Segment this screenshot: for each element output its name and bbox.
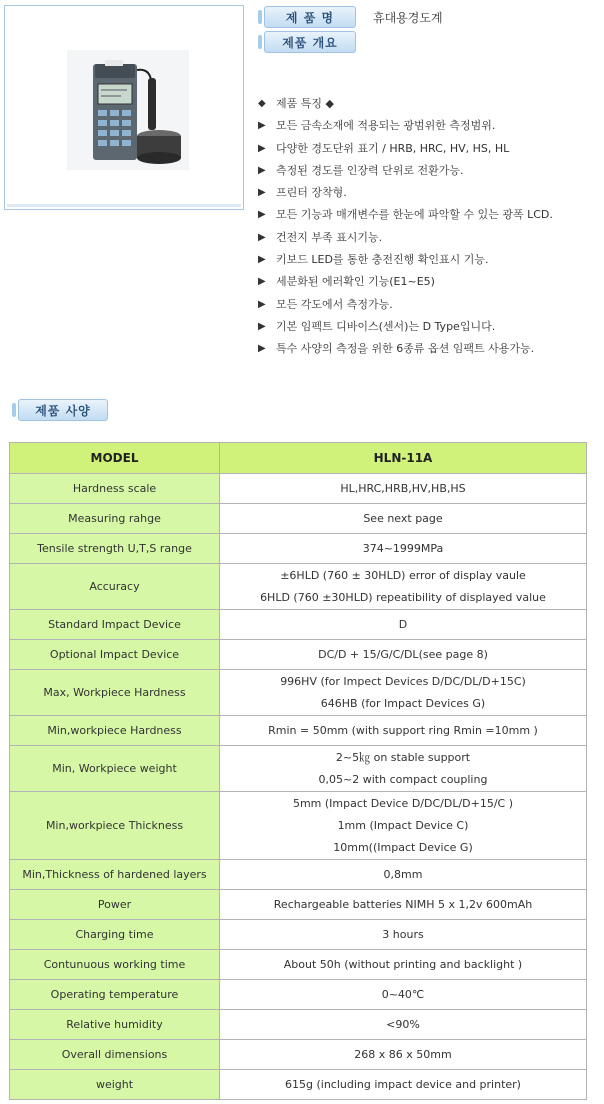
triangle-right-icon: ▶ <box>258 209 266 221</box>
table-row <box>10 746 587 792</box>
spec-value <box>220 920 587 950</box>
feature-text: 특수 사양의 측정을 위한 6종류 옵션 임팩트 사용가능. <box>276 342 535 356</box>
spec-value <box>220 792 587 860</box>
table-row <box>10 534 587 564</box>
spec-value <box>220 746 587 792</box>
spec-value <box>220 640 587 670</box>
spec-key: Contunuous working time <box>10 950 220 980</box>
spec-key: Operating temperature <box>10 980 220 1010</box>
spec-value <box>220 890 587 920</box>
triangle-right-icon: ▶ <box>258 120 266 132</box>
spec-value-line: See next page <box>363 511 443 525</box>
spec-key: Standard Impact Device <box>10 610 220 640</box>
triangle-right-icon: ▶ <box>258 187 266 199</box>
spec-value-line: Rechargeable batteries NIMH 5 x 1,2v 600mAh <box>273 897 533 911</box>
spec-key: Min,Thickness of hardened layers <box>10 860 220 890</box>
feature-item <box>258 275 603 297</box>
table-row <box>10 920 587 950</box>
spec-value-line: 374~1999MPa <box>362 541 444 555</box>
triangle-right-icon: ▶ <box>258 254 266 266</box>
spec-value <box>220 670 587 716</box>
spec-value <box>220 980 587 1010</box>
spec-value-line: ±6HLD (760 ± 30HLD) error of display vaule <box>280 568 526 582</box>
feature-item <box>258 97 603 119</box>
product-image-frame <box>4 5 244 210</box>
spec-value-line: Rmin = 50mm (with support ring Rmin =10mm ) <box>268 723 538 737</box>
spec-value <box>220 716 587 746</box>
spec-table-header-row <box>10 443 587 474</box>
spec-value-line: 3 hours <box>382 927 424 941</box>
spec-table <box>9 442 587 1100</box>
spec-value <box>220 950 587 980</box>
triangle-right-icon: ▶ <box>258 343 266 355</box>
spec-value-line: 646HB (for Impact Devices G) <box>320 696 486 710</box>
feature-text: 제품 특징 ◆ <box>276 97 334 110</box>
feature-item <box>258 320 603 342</box>
feature-text: 모든 기능과 매개변수를 한눈에 파악할 수 있는 광폭 LCD. <box>276 208 553 222</box>
spec-value-line: <90% <box>386 1017 420 1031</box>
product-overview-label: 제품 개요 <box>264 31 356 53</box>
spec-key: Hardness scale <box>10 474 220 504</box>
spec-value <box>220 474 587 504</box>
feature-text: 프린터 장착형. <box>276 186 347 200</box>
spec-value <box>220 564 587 610</box>
feature-item <box>258 231 603 253</box>
spec-key: Measuring rahge <box>10 504 220 534</box>
spec-value-line: D <box>398 617 408 631</box>
spec-key: Power <box>10 890 220 920</box>
spec-value-line: DC/D + 15/G/C/DL(see page 8) <box>318 647 488 661</box>
table-row <box>10 670 587 716</box>
hardness-tester-image <box>67 50 189 170</box>
spec-key: Tensile strength U,T,S range <box>10 534 220 564</box>
spec-value <box>220 534 587 564</box>
spec-header-value: HLN-11A <box>220 443 587 474</box>
spec-key: Charging time <box>10 920 220 950</box>
triangle-right-icon: ▶ <box>258 320 266 332</box>
spec-value <box>220 610 587 640</box>
feature-item <box>258 253 603 275</box>
feature-item <box>258 142 603 164</box>
spec-value-line: 615g (including impact device and printer) <box>285 1077 521 1091</box>
spec-value <box>220 1010 587 1040</box>
spec-value <box>220 1070 587 1100</box>
spec-value-line: About 50h (without printing and backlight ) <box>283 957 523 971</box>
spec-key: weight <box>10 1070 220 1100</box>
feature-item <box>258 208 603 230</box>
spec-value-line: 0,8mm <box>383 867 423 881</box>
spec-value-line: HL,HRC,HRB,HV,HB,HS <box>340 481 466 495</box>
table-row <box>10 504 587 534</box>
table-row <box>10 890 587 920</box>
table-row <box>10 716 587 746</box>
spec-value <box>220 860 587 890</box>
spec-value-line: 2~5㎏ on stable support <box>335 750 471 764</box>
spec-value-line: 268 x 86 x 50mm <box>354 1047 452 1061</box>
table-row <box>10 610 587 640</box>
feature-text: 측정된 경도를 인장력 단위로 전환가능. <box>276 163 464 177</box>
spec-key: Min, Workpiece weight <box>10 746 220 792</box>
spec-value-line: 0,05~2 with compact coupling <box>318 772 488 786</box>
triangle-right-icon: ▶ <box>258 231 266 243</box>
triangle-right-icon: ▶ <box>258 164 266 176</box>
table-row <box>10 792 587 860</box>
product-name-label: 제 품 명 <box>264 6 356 28</box>
table-row <box>10 1040 587 1070</box>
feature-text: 키보드 LED를 통한 충전진행 확인표시 기능. <box>276 253 489 267</box>
spec-key: Accuracy <box>10 564 220 610</box>
feature-text: 세분화된 에러확인 기능(E1~E5) <box>276 275 435 289</box>
spec-key: Min,workpiece Hardness <box>10 716 220 746</box>
feature-item <box>258 164 603 186</box>
spec-value-line: 0~40℃ <box>381 987 425 1001</box>
product-name-value: 휴대용경도계 <box>373 11 443 25</box>
feature-text: 기본 임펙트 디바이스(센서)는 D Type입니다. <box>276 319 496 333</box>
spec-value-line: 6HLD (760 ±30HLD) repeatibility of displayed value <box>260 590 546 604</box>
feature-text: 모든 금속소재에 적용되는 광범위한 측정범위. <box>276 119 496 133</box>
feature-text: 모든 각도에서 측정가능. <box>276 297 393 311</box>
triangle-right-icon: ▶ <box>258 298 266 310</box>
feature-item <box>258 342 603 364</box>
spec-key: Max, Workpiece Hardness <box>10 670 220 716</box>
spec-header-key: MODEL <box>10 443 220 474</box>
table-row <box>10 474 587 504</box>
product-spec-label: 제품 사양 <box>18 399 108 421</box>
triangle-right-icon: ▶ <box>258 142 266 154</box>
spec-value-line: 5mm (Impact Device D/DC/DL/D+15/C ) <box>292 796 514 810</box>
table-row <box>10 1070 587 1100</box>
spec-key: Min,workpiece Thickness <box>10 792 220 860</box>
feature-list <box>258 97 603 365</box>
feature-text: 건전지 부족 표시기능. <box>276 230 383 244</box>
spec-value-line: 10mm((Impact Device G) <box>333 840 473 854</box>
feature-text: 다양한 경도단위 표기 / HRB, HRC, HV, HS, HL <box>276 141 510 155</box>
table-row <box>10 950 587 980</box>
spec-key: Relative humidity <box>10 1010 220 1040</box>
spec-value <box>220 1040 587 1070</box>
spec-key: Optional Impact Device <box>10 640 220 670</box>
table-row <box>10 980 587 1010</box>
spec-value <box>220 504 587 534</box>
triangle-right-icon: ▶ <box>258 276 266 288</box>
table-row <box>10 1010 587 1040</box>
spec-key: Overall dimensions <box>10 1040 220 1070</box>
table-row <box>10 564 587 610</box>
feature-item <box>258 119 603 141</box>
table-row <box>10 860 587 890</box>
feature-item <box>258 186 603 208</box>
spec-value-line: 1mm (Impact Device C) <box>337 818 469 832</box>
feature-item <box>258 298 603 320</box>
spec-value-line: 996HV (for Impect Devices D/DC/DL/D+15C) <box>280 674 526 688</box>
table-row <box>10 640 587 670</box>
diamond-icon: ◆ <box>258 98 266 109</box>
